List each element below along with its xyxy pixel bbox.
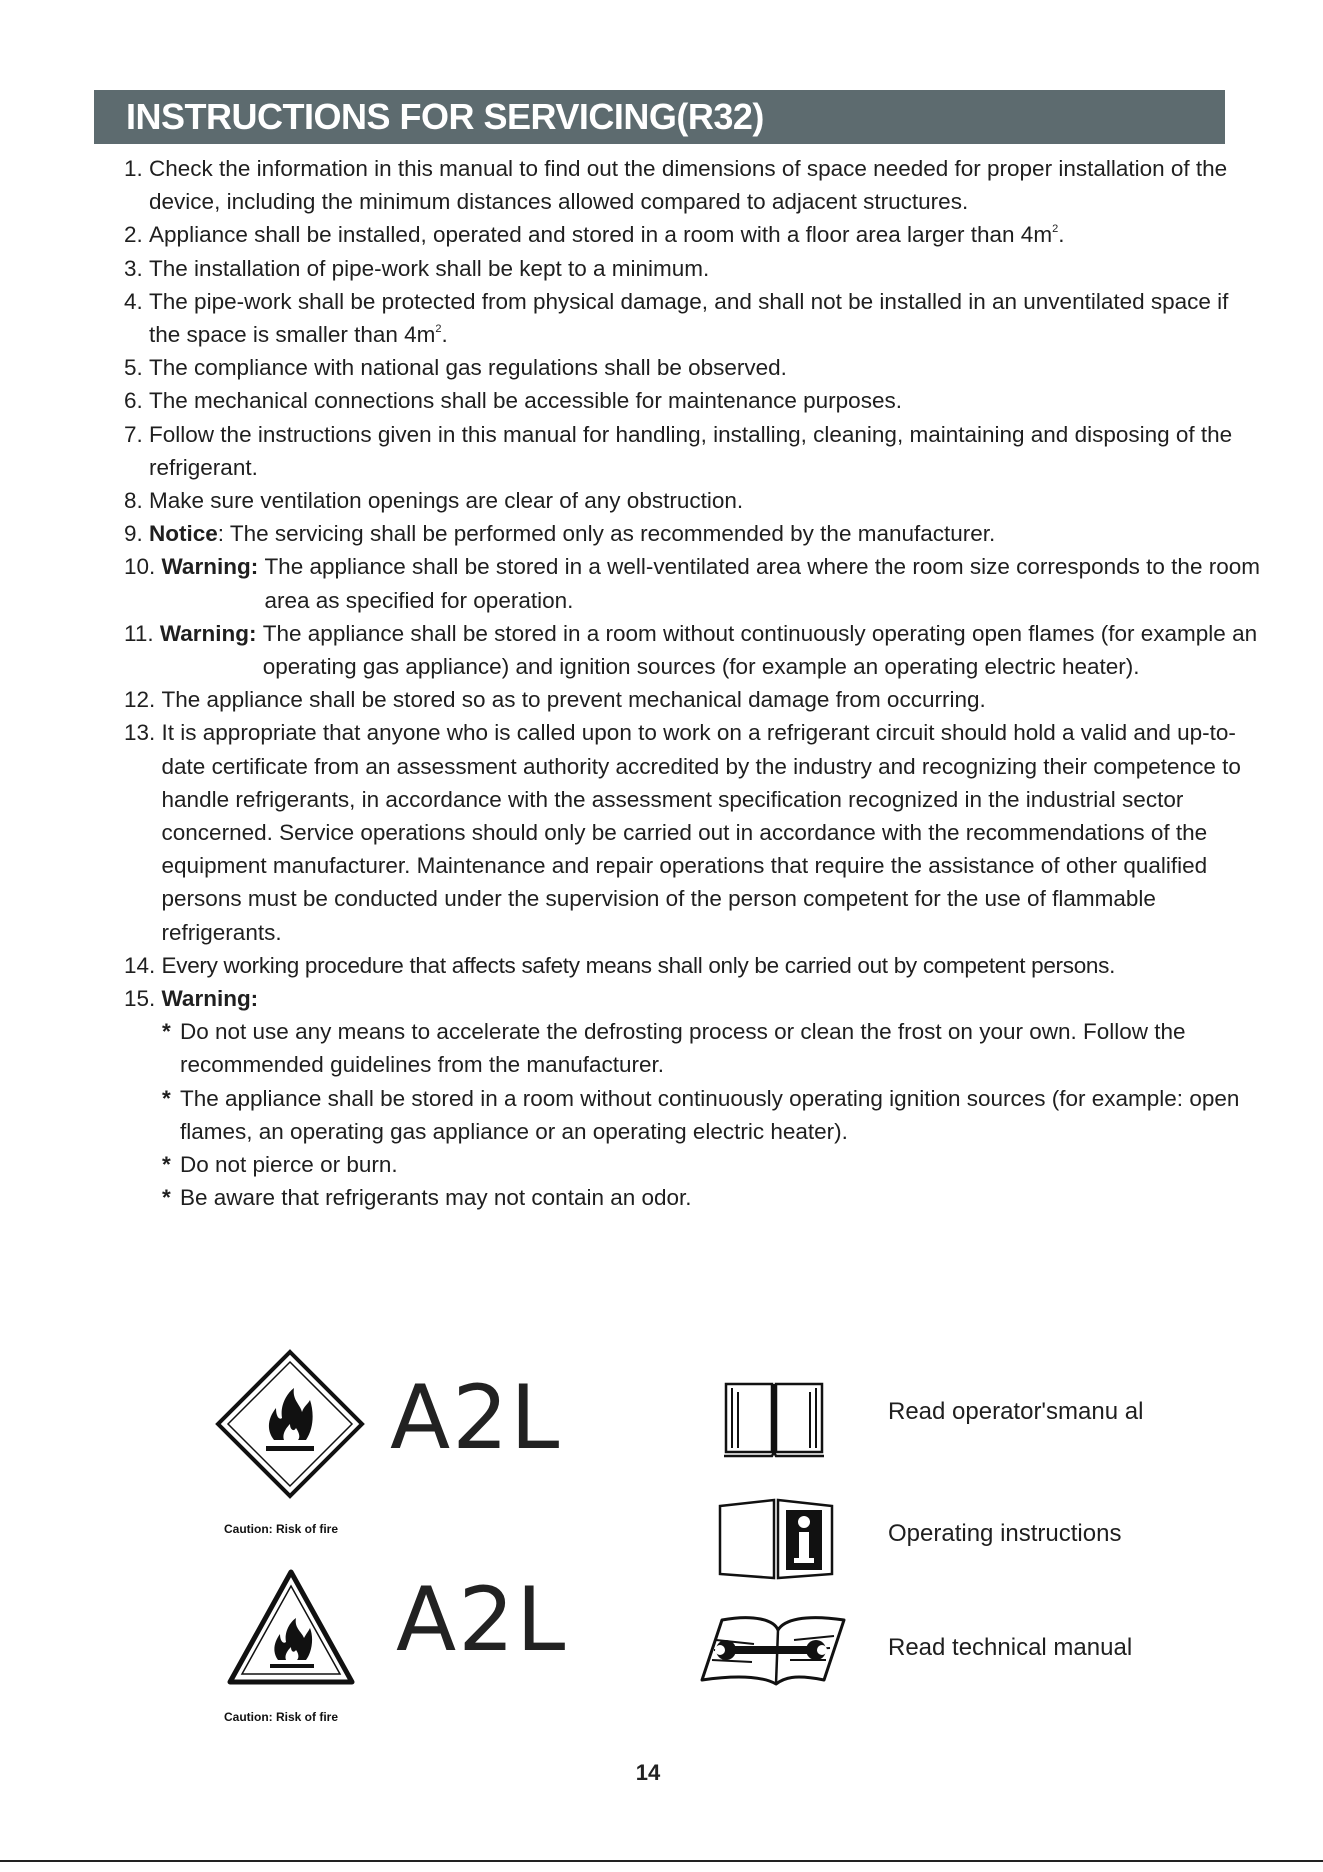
- warning-label: Warning:: [161, 554, 265, 580]
- warning-bullets: [162, 1015, 1264, 1214]
- warning-label: Warning:: [159, 620, 263, 646]
- technical-manual-icon: [694, 1610, 856, 1692]
- list-item: 7. Follow the instructions given in this manual for handling, installing, cleaning, maintaining and disposing of the refrigerant.: [124, 421, 1233, 480]
- flammable-diamond-icon: [214, 1348, 366, 1500]
- bullet-item: * Do not pierce or burn.: [162, 1152, 398, 1178]
- list-item: 14. Every working procedure that affects safety means shall only be carried out by competent persons.: [124, 952, 1116, 978]
- list-item-notice: 9. Notice: The servicing shall be performed only as recommended by the manufacturer.: [124, 521, 996, 547]
- bottom-rule: [0, 1860, 1323, 1862]
- list-item: 6. The mechanical connections shall be accessible for maintenance purposes.: [124, 388, 902, 414]
- list-item: 4. The pipe-work shall be protected from physical damage, and shall not be installed in an unventilated space if the space is smaller than $4m^2$.: [124, 288, 1229, 348]
- list-item-warning: 11. Warning: The appliance shall be stored in a room without continuously operating open flames (for example an operating gas appliance) and ignition sources (for example an operating electric heater).: [124, 617, 1264, 683]
- instructions-list: [124, 152, 1264, 1215]
- list-item-warning: 15. Warning:: [124, 982, 1264, 1015]
- technical-manual-label: Read technical manual: [888, 1634, 1133, 1661]
- operating-instructions-label: Operating instructions: [888, 1520, 1122, 1547]
- caution-caption: Caution: Risk of fire: [224, 1522, 339, 1536]
- bullet-item: * Be aware that refrigerants may not contain an odor.: [162, 1185, 692, 1211]
- bullet-item: * The appliance shall be stored in a room without continuously operating ignition sources (for example: open flames, an operating gas appliance or an operating electric heater).: [162, 1085, 1240, 1144]
- list-item: 2. Appliance shall be installed, operated and stored in a room with a floor area larger than $4m^2$.: [124, 222, 1065, 248]
- list-item: 5. The compliance with national gas regulations shall be observed.: [124, 355, 787, 381]
- warning-label: Warning:: [161, 986, 259, 1012]
- list-item-warning: 10. Warning: The appliance shall be stored in a well-ventilated area where the room size corresponds to the room area as specified for operation.: [124, 550, 1264, 616]
- caution-caption: Caution: Risk of fire: [224, 1710, 339, 1724]
- a2l-label: A2L: [390, 1366, 562, 1469]
- a2l-label: A2L: [396, 1568, 568, 1671]
- notice-label: Notice: [149, 521, 218, 547]
- list-item: 13. It is appropriate that anyone who is called upon to work on a refrigerant circuit should hold a valid and up-to-date certificate from an assessment authority accredited by the industry and recognizing their competence to handle refrigerants, in accordance with the assessment specification recognized in the industrial sector concerned. Service operations should only be carried out in accordance with the recommendations of the equipment manufacturer. Maintenance and repair operations that require the assistance of other qualified persons must be conducted under the supervision of the person competent for the use of flammable refrigerants.: [124, 720, 1241, 945]
- list-item: 8. Make sure ventilation openings are clear of any obstruction.: [124, 488, 744, 514]
- read-manual-label: Read operator'smanu al: [888, 1398, 1144, 1425]
- list-item: 12. The appliance shall be stored so as to prevent mechanical damage from occurring.: [124, 687, 986, 713]
- info-book-icon: [716, 1496, 836, 1582]
- page-number: 14: [635, 1760, 661, 1785]
- safety-symbols: [0, 1340, 1323, 1740]
- section-title: INSTRUCTIONS FOR SERVICING(R32): [94, 90, 1225, 144]
- open-book-icon: [722, 1378, 826, 1460]
- list-item: 1. Check the information in this manual to find out the dimensions of space needed for proper installation of the device, including the minimum distances allowed compared to adjacent structures.: [124, 156, 1228, 215]
- list-item: 3. The installation of pipe-work shall be kept to a minimum.: [124, 255, 710, 281]
- bullet-item: * Do not use any means to accelerate the defrosting process or clean the frost on your own. Follow the recommended guidelines from the manufacturer.: [162, 1019, 1186, 1078]
- flammable-triangle-icon: [226, 1568, 356, 1686]
